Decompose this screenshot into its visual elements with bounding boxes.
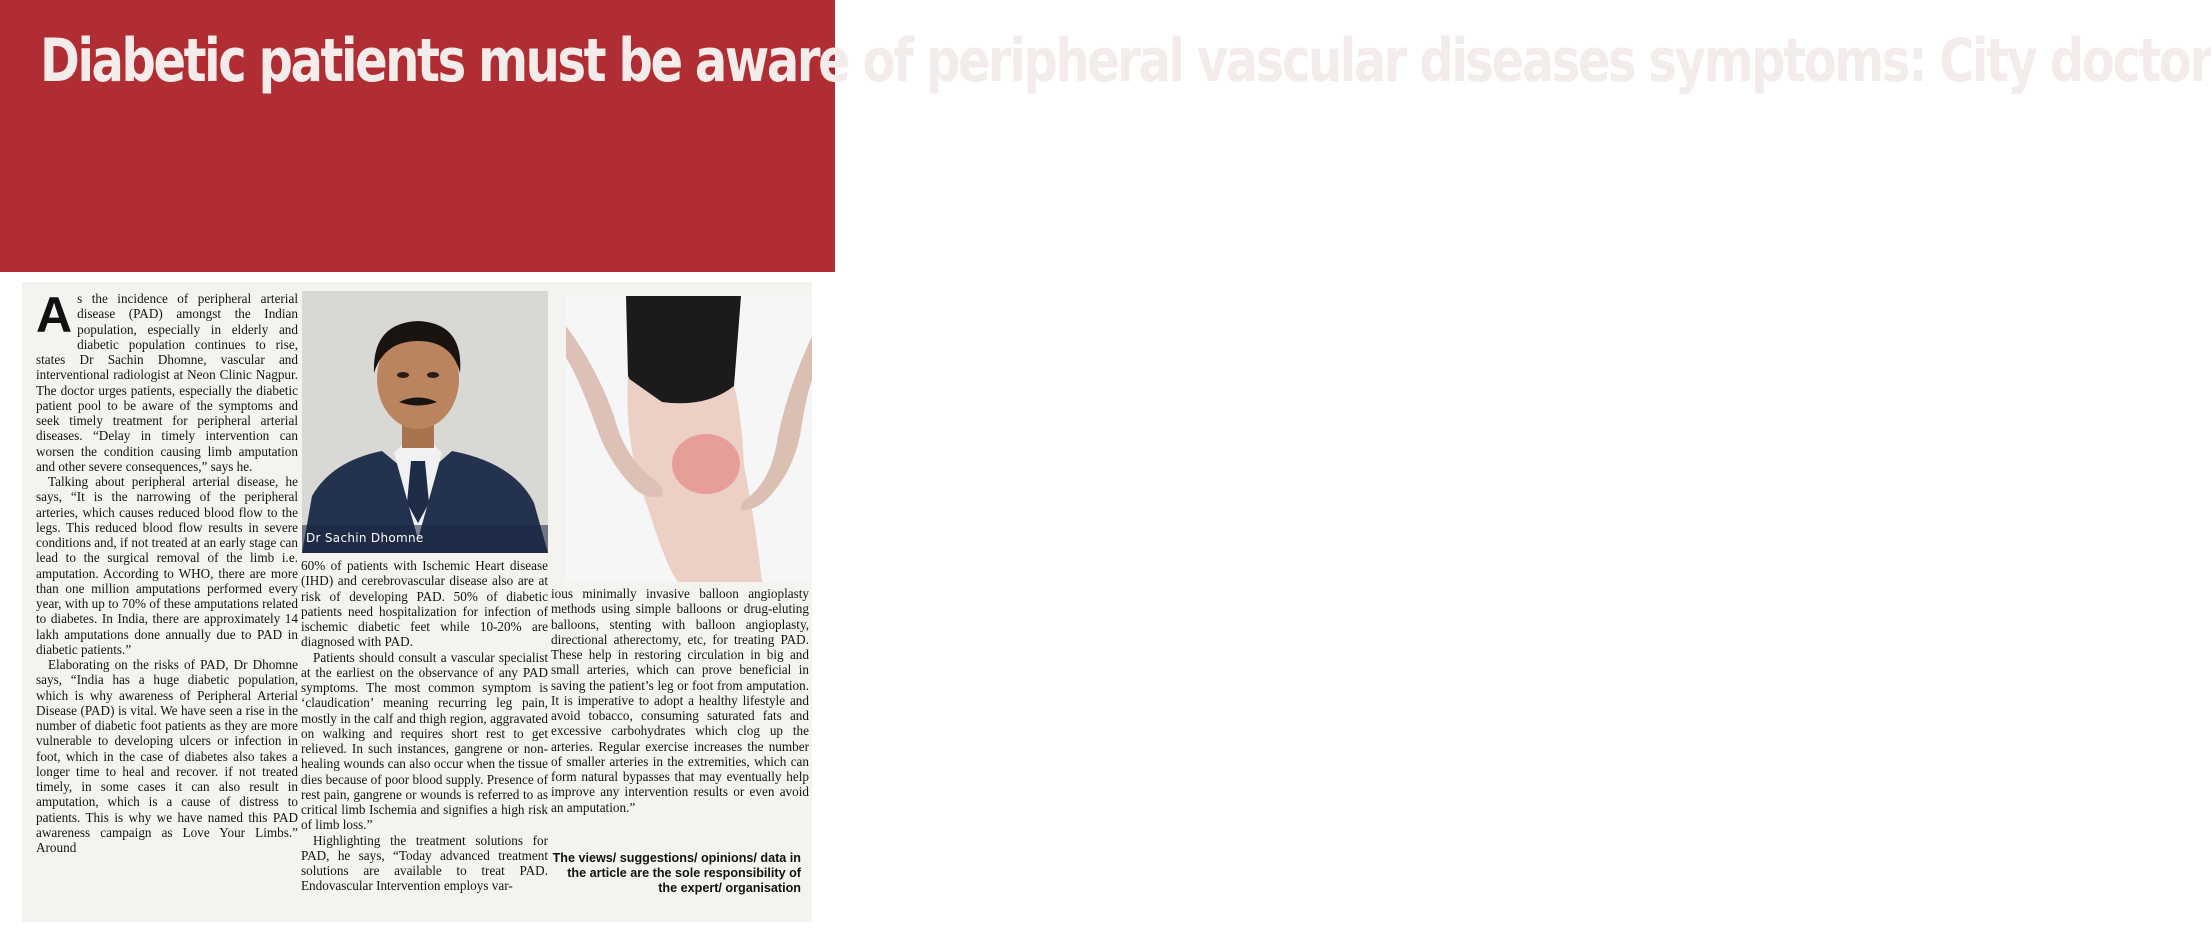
article-column-2 <box>301 558 548 894</box>
article-paragraph: Highlighting the treatment solutions for PAD, he says, “Today advanced treatment solutions are available to treat PAD. Endovascular Intervention employs var- <box>301 832 548 894</box>
article-paragraph: Patients should consult a vascular specialist at the earliest on the observance of any PAD symptoms. The most common symptom is ‘claudication’ meaning recurring leg pain, mostly in the calf and thigh region, aggravated on walking and requires short rest to get relieved. In such instances, gangrene or non-healing wounds can also occur when the tissue dies because of poor blood supply. Presence of rest pain, gangrene or wounds is referred to as critical limb Ischemia and signifies a high risk of limb loss.” <box>301 649 548 833</box>
article-paragraph: Elaborating on the risks of PAD, Dr Dhomne says, “India has a huge diabetic population, which is why awareness of Peripheral Arterial Disease (PAD) is vital. We have seen a rise in the number of diabetic foot patients as they are more vulnerable to developing ulcers or infection in foot, which in the case of diabetes also takes a longer time to heal and recover. if not treated timely, in some cases it can also result in amputation, which is a cause of distress to patients. This is why we have named this PAD awareness campaign as Love Your Limbs.” Around <box>36 657 298 855</box>
article-paragraph: 60% of patients with Ischemic Heart disease (IHD) and cerebrovascular disease also are at risk of developing PAD. 50% of diabetic patients need hospitalization for infection of ischemic diabetic feet while 10-20% are diagnosed with PAD. <box>301 558 548 650</box>
article-column-3 <box>551 586 809 815</box>
article-column-1 <box>36 287 298 855</box>
headline: Diabetic patients must be aware of peripheral vascular diseases symptoms: City doctor <box>40 26 2211 96</box>
knee-pain-illustration <box>566 296 812 582</box>
article-paragraph: ious minimally invasive balloon angioplasty methods using simple balloons or drug-eluting balloons, stenting with balloon angioplasty, directional atherectomy, etc, for treating PAD. These help in restoring circulation in big and small arteries, which can prove beneficial in saving the patient’s leg or foot from amputation. It is imperative to adopt a healthy lifestyle and avoid tobacco, consuming saturated fats and excessive carbohydrates which clog up the arteries. Regular exercise increases the number of smaller arteries in the extremities, which can form natural bypasses that may eventually help improve any intervention results or even avoid an amputation.” <box>551 586 809 815</box>
disclaimer: The views/ suggestions/ opinions/ data in the article are the sole responsibility of the expert/ organisation <box>552 851 801 895</box>
article-paragraph: Talking about peripheral arterial disease, he says, “It is the narrowing of the peripheral arteries, which causes reduced blood flow to the legs. This reduced blood flow results in severe conditions and, if not treated at an early stage can lead to the surgical removal of the limb i.e. amputation. According to WHO, there are more than one million amputations performed every year, with up to 70% of these amputations related to diabetes. In India, there are approximately 14 lakh amputations done annually due to PAD in diabetic patients.” <box>36 474 298 657</box>
drop-cap: A <box>36 287 73 343</box>
article-paragraph <box>36 287 298 474</box>
paragraph-text: s the incidence of peripheral arterial disease (PAD) amongst the Indian population, especially in elderly and diabetic population continues to rise, states Dr Sachin Dhomne, vascular and interventional radiologist at Neon Clinic Nagpur. The doctor urges patients, especially the diabetic patient pool to be aware of the symptoms and seek timely treatment for peripheral arterial diseases. “Delay in timely intervention can worsen the condition causing limb amputation and other severe consequences,” says he. <box>36 291 298 474</box>
photo-caption: Dr Sachin Dhomne <box>306 531 424 545</box>
doctor-photo <box>302 291 548 553</box>
